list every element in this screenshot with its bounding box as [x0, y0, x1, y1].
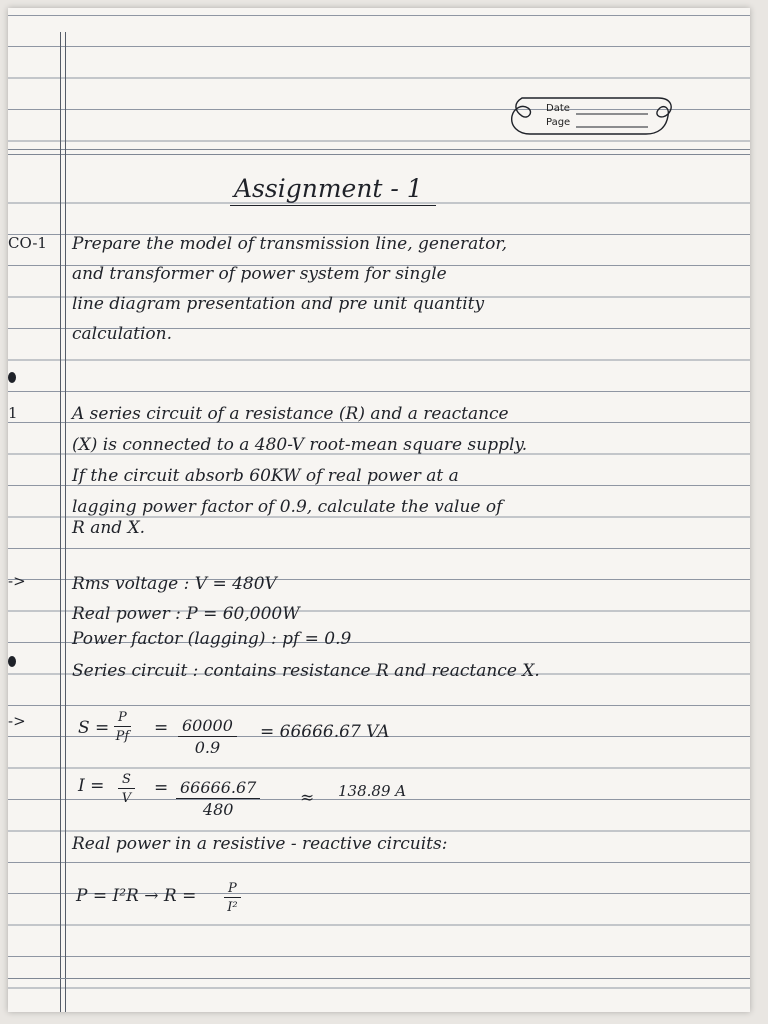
i-frac1-num: S: [118, 773, 135, 789]
co-line-4: calculation.: [72, 324, 172, 344]
given-rms-voltage: Rms voltage : V = 480V: [72, 574, 277, 594]
title-underline: [230, 205, 436, 206]
s-frac-p-over-pf: [114, 711, 131, 743]
p-frac-p-over-i2: [224, 882, 241, 914]
s-arrow: ->: [8, 712, 26, 730]
s-frac2-num: 60000: [178, 718, 237, 737]
p-frac-num: P: [224, 882, 241, 898]
scroll-frame-icon: [508, 94, 676, 138]
q1-line-2: (X) is connected to a 480-V root-mean square supply.: [72, 435, 528, 455]
page-label: Page: [546, 117, 571, 128]
notebook-page: [8, 8, 750, 1012]
co-line-3: line diagram presentation and pre unit quantity: [72, 294, 485, 314]
s-lhs: S =: [78, 718, 110, 738]
s-frac-value: [178, 718, 237, 756]
date-page-box: [508, 94, 676, 138]
i-result: 138.89 A: [338, 782, 407, 800]
real-power-note: Real power in a resistive - reactive circuits:: [72, 834, 448, 854]
q1-line-4: lagging power factor of 0.9, calculate the value of: [72, 497, 503, 517]
s-frac1-num: P: [114, 711, 131, 727]
given-series-circuit: Series circuit : contains resistance R and reactance X.: [72, 661, 540, 681]
co-marker: CO-1: [8, 234, 47, 252]
s-frac2-den: 0.9: [194, 738, 221, 757]
s-frac1-den: Pf: [115, 729, 130, 744]
header-rule: [8, 149, 750, 155]
binder-hole-mark: [8, 372, 16, 383]
i-frac-s-over-v: [118, 773, 135, 805]
margin-line: [65, 32, 66, 1012]
i-frac2-num: 66666.67: [176, 780, 260, 799]
q1-line-1: A series circuit of a resistance (R) and a reactance: [72, 404, 509, 424]
date-label: Date: [546, 103, 570, 114]
i-approx: ≈: [300, 788, 315, 808]
i-frac-value: [176, 780, 260, 818]
i-lhs: I =: [78, 776, 105, 796]
given-real-power: Real power : P = 60,000W: [72, 604, 300, 624]
p-formula: P = I²R → R =: [76, 886, 197, 906]
q1-line-3: If the circuit absorb 60KW of real power at a: [72, 466, 459, 486]
answer-arrow: ->: [8, 572, 26, 590]
q1-line-5: R and X.: [72, 518, 146, 538]
s-result: = 66666.67 VA: [260, 722, 390, 742]
binder-hole-mark: [8, 656, 16, 667]
i-frac2-den: 480: [202, 800, 234, 819]
i-eq: =: [154, 778, 169, 798]
co-line-1: Prepare the model of transmission line, generator,: [72, 234, 507, 254]
s-eq: =: [154, 718, 169, 738]
footer-rule: [8, 978, 750, 979]
q1-marker: 1: [8, 404, 18, 422]
page-title: Assignment - 1: [234, 174, 423, 203]
margin-line: [60, 32, 61, 1012]
given-power-factor: Power factor (lagging) : pf = 0.9: [72, 629, 352, 649]
i-frac1-den: V: [121, 791, 132, 806]
p-frac-den: I²: [227, 900, 238, 915]
co-line-2: and transformer of power system for single: [72, 264, 447, 284]
